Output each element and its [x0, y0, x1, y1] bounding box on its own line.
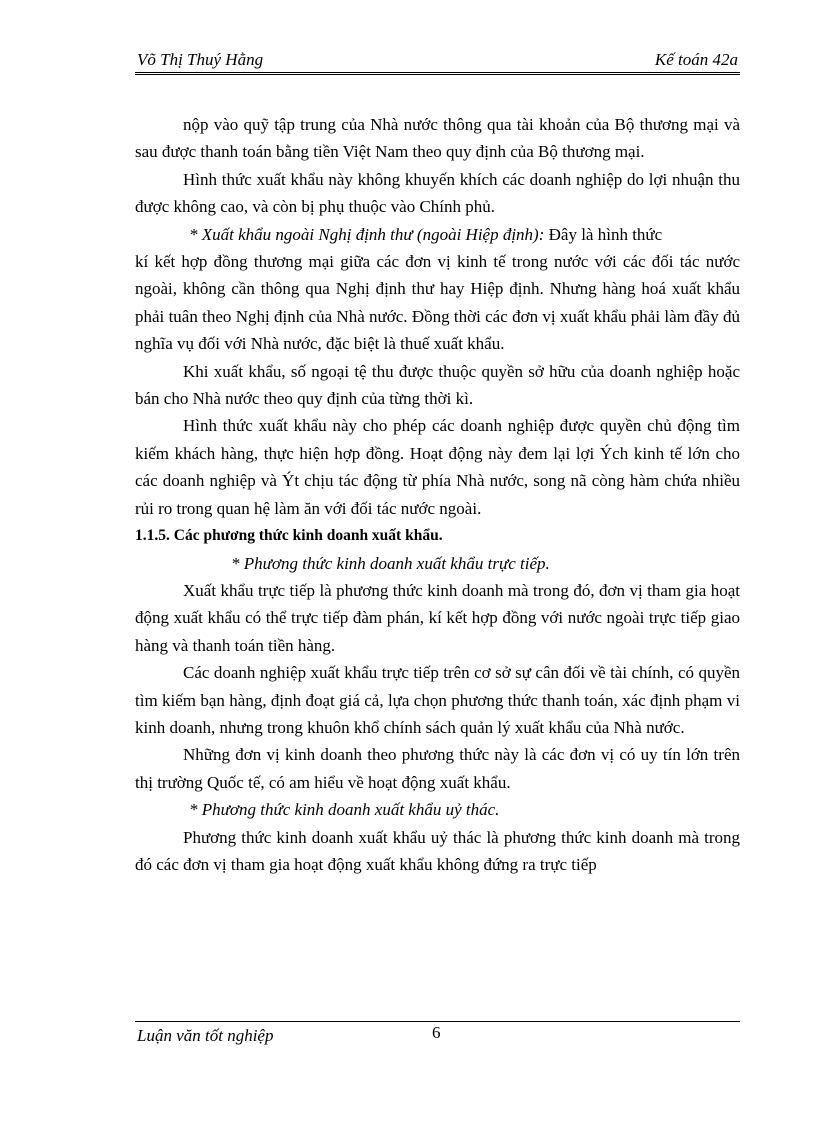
paragraph	[135, 221, 740, 248]
paragraph: Phương thức kinh doanh xuất khẩu uỷ thác là phương thức kinh doanh mà trong đó các đơn vị tham gia hoạt động xuất khẩu không đứng ra trực tiếp	[135, 827, 740, 874]
footer-rule	[135, 1021, 740, 1022]
page-number: 6	[432, 1023, 441, 1042]
footer-label: Luận văn tốt nghiệp	[137, 1026, 274, 1045]
header-author: Võ Thị Thuý Hằng	[137, 50, 264, 69]
page-header	[135, 50, 740, 72]
paragraph: nộp vào quỹ tập trung của Nhà nước thông qua tài khoản của Bộ thương mại và sau được thanh toán bằng tiền Việt Nam theo quy định của Bộ thương mại.	[135, 115, 740, 162]
paragraph: Khi xuất khẩu, số ngoại tệ thu được thuộc quyền sở hữu của doanh nghiệp hoặc bán cho Nhà nước theo quy định của từng thời kì.	[135, 361, 740, 409]
inline-italic-term: * Xuất khẩu ngoài Nghị định thư (ngoài Hiệp định):	[189, 224, 545, 244]
header-rule-bottom	[135, 74, 740, 75]
paragraph: Hình thức xuất khẩu này cho phép các doanh nghiệp được quyền chủ động tìm kiếm khách hàng, thực hiện hợp đồng. Hoạt động này đem lại lợi Ých kinh tế lớn cho các doanh nghiệp và Ýt chịu tác động từ phía Nhà nước, song nã còng hàm chứa nhiều rủi ro trong quan hệ làm ăn với đối tác nước ngoài.	[135, 416, 740, 518]
subheading-direct: * Phương thức kinh doanh xuất khẩu trực tiếp.	[231, 553, 550, 573]
header-rule-top	[135, 72, 740, 73]
paragraph: Những đơn vị kinh doanh theo phương thức này là các đơn vị có uy tín lớn trên thị trường Quốc tế, có am hiểu về hoạt động xuất khẩu.	[135, 745, 740, 792]
subheading-entrusted: * Phương thức kinh doanh xuất khẩu uỷ thác.	[189, 800, 500, 820]
inline-text: Đây là hình thức	[544, 224, 663, 244]
document-body	[135, 111, 740, 878]
paragraph: Các doanh nghiệp xuất khẩu trực tiếp trên cơ sở sự cân đối về tài chính, có quyền tìm kiếm bạn hàng, định đoạt giá cả, lựa chọn phương thức thanh toán, xác định phạm vi kinh doanh, nhưng trong khuôn khổ chính sách quản lý xuất khẩu của Nhà nước.	[135, 663, 740, 737]
paragraph: Xuất khẩu trực tiếp là phương thức kinh doanh mà trong đó, đơn vị tham gia hoạt động xuất khẩu có thể trực tiếp đàm phán, kí kết hợp đồng với nước ngoài trực tiếp giao hàng và thanh toán tiền hàng.	[135, 580, 740, 655]
page-footer	[135, 1023, 740, 1048]
paragraph: kí kết hợp đồng thương mại giữa các đơn vị kinh tế trong nước với các đối tác nước ngoài, không cần thông qua Nghị định thư hay Hiệp định. Nhưng hàng hoá xuất khẩu phải tuân theo Nghị định của Nhà nước. Đồng thời các đơn vị xuất khẩu phải làm đầy đủ nghĩa vụ đối với Nhà nước, đặc biệt là thuế xuất khẩu.	[135, 252, 740, 354]
paragraph: Hình thức xuất khẩu này không khuyến khích các doanh nghiệp do lợi nhuận thu được không cao, và còn bị phụ thuộc vào Chính phủ.	[135, 169, 740, 217]
header-class: Kế toán 42a	[654, 50, 738, 69]
section-heading: 1.1.5. Các phương thức kinh doanh xuất khẩu.	[135, 527, 443, 545]
